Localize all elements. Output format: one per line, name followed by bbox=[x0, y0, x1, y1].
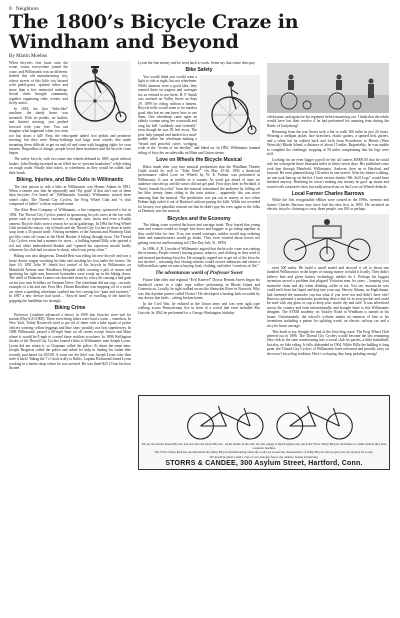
article-columns bbox=[9, 61, 391, 372]
subhead-biking-crime: Biking Crime bbox=[54, 305, 86, 312]
col3-paragraph: This leads to my thought the end of the bicycling craze. The Frog Wheel Club petered out in 1896. The Thread City Cyclers would become the last remaining bike club as the state transforming into a social club for parties, a little basketball, but alas, no bike riding. It fully disbanded in 1904. While Billy the bulldog is long gone, the Thread City Cyclers of Willimantic have reformed and proudly carry on the town’s bicycling tradition. Here’s to hoping they keep pedaling strong! bbox=[267, 329, 389, 356]
col1-paragraph: Professor Loudener advanced a theory in 1900 that bicycles were bad for morals (Day 6/21/1900). There even being riders were hard a water – somehow. In New York, Teddy Roosevelt tried to get rid of them with a bike squad of police officers wearing yellow leggings and blue caps- possibly our first superheroes. In 1896 Willimantic passed a 60-mph limit on all streets except Union and Main where it would be 8 mph to control these reckless scorchers. In 1896 Wellington Jacobs of the Thread City Cyclers loaned a bike to Willimantic man Joseph Lyons. Lyons did not return it, so Chapman called the police. At about the same time, Joseph Bergeron called the police and asked for help in finding his stolen bike recently purchased for $55.00. It turns out the thief was Joseph Lyons who then stole it back! Taking the 7 o’clock trolly to Baltic, Captain Richmond found Lyons working in a barber shop where he was arrested. He was fined $25.15 but his boss floated bbox=[9, 312, 131, 371]
subhead-bike-safety: Bike Safety bbox=[185, 67, 213, 74]
subhead-biking-injuries: Biking, Injuries, and Bike Cults in Willimantic bbox=[16, 177, 124, 184]
col2-paragraph: In the Civil War, he enlisted in the Union army and was seen tight rope walking across Pennsylvania Ave in front of a crowd that even included Abe Lincoln. In 1862 he performed for a George Washington birthday bbox=[138, 301, 260, 315]
col1-paragraph: In 1818, the first “bike-like” machine, the dandy horse, was invented. With no pedals, no brakes, and limited steering, you pushed forward with your feet. You can imagine what happened when you went too fast down a hill! Next, the velocipede added foot pedals and primitive steering, but they were Penny-farthings had large front wheels that made mounting them difficult to get on and off and came with bragging rights for your injuries. Regardless of danger, people loved these machines and the bicycle craze began. bbox=[9, 106, 131, 156]
col3-paragraph: Looking for an even bigger payoff he bet all comers $5000.00 that he could ride his velocipede three thousand miles in thirty-seven days. His published route took him through Plainfield, Willimantic, Andover, then on to Hartford, and beyond. He even planned doing 130 miles in one stretch. After his failure walking, no one took him up on the bet. I have serious doubts “Mr. Stiff Legs” would have finished anyway. Realizing he wasn’t making any money he gave up stunts and toured with a minstrel show but sadly missed out on the Love on Wheels debacle. bbox=[267, 157, 389, 189]
col1-paragraph: The first person to ride a bike in Willimantic was Homer Adams in 1881. When a farmer saw him he reportedly said “By gosh! If that ain’t one of them darn bicycles I’ve heard on” (Willimantic Journal). Willimantic started three wheel clubs: The Thread City Cyclers, the Frog Wheel Club and “a club composed of ladies” with no reported name. bbox=[9, 184, 131, 207]
col3-paragraph: even 500 miles. He build a small model and showed it off to about one hundred Willimantics in the hopes of raising money to build it locally. They didn’t believe him and given battery technology neither do I. Perhaps his biggest invention served a problem that plagued Victorian men for years – keeping your mustache clean and dry when drinking coffee or tea. You see, moustache wax could melt from hot liquid and drip into your cup. Harvey Adams, an Englishman, had invented the mustache cup but what if you were not and didn’t have one? Barrows patented a moustache protecting device that fit in your pocket and could be used with any glass or cup to keep your stache dry and safe! It was advertised across the country and even internationally and brought fame to this Willimantic designer. The STEM academy on Tackley Road in Windham is named in his honor. Unfortunately, the school’s website makes no mention of him or his inventions including a patent for splitting wood, an electric railway car and a tricycle horse carriage. bbox=[267, 265, 389, 328]
column-1 bbox=[9, 61, 131, 372]
penny-farthing-illustration bbox=[71, 61, 131, 131]
subhead-bicycles-economy: Bicycles and the Economy bbox=[167, 215, 231, 222]
col3-paragraph: Returning from the war Sweet took a bet to walk 100 miles in just 24 hours. Wearing a cardigan jacket, lace stretchers, elastic gaiters, a spotted belt, garters, and a white hat he walked back and forth from Providence to Phenix (West Warwick) Rhode Island, a distance of about 15 miles. Regrettably, he was unable to complete the challenge, stopping at 50 miles complaining that his legs were stiff. bbox=[267, 129, 389, 157]
ad-copy-1: All our records the fastest Bicycle, and now also the Sports Bicycle - all the marks on the safe. We will engage to match against any one in the Victor Safety Bicycle, and make no claims without they have a superior machine. bbox=[141, 442, 387, 450]
byline: By Martin Moebus bbox=[9, 54, 48, 59]
ad-copy-2: The Victor Safety Rick has revolutionized the Safety Bicycle manufacturing where the would yet exceed the characteristics of Safety Bicycle that we give you our apology for to-day. bbox=[154, 450, 374, 454]
col2-paragraph: Lyons the fine money and he went back to work. Some say that crime does pay. bbox=[138, 61, 256, 65]
col2-paragraph: Bikes made their way into musical productions that the Windham Theatre Guild would do well to “Take Note!” On May 25-26, 1892 a theatrical performance called Love on Wheels by W. E. Palmer was performed in Willimantic. It was as terrible as it sounds. As word got ahead of time, no audience showed up and the actors did not get paid. Four days later in Portland, it “booty female bicyclist” from the musical entertained the audience by falling off her bike twenty times riding to the train station – apparently this was more amusing than the musical. The production was put out in misery as two when Palmer high tailed it out of Hartford without paying the bills. While not recorded for history, two plausible reasons are that he didn’t pay his crew again or the folks of Danbury saw the musical. bbox=[138, 164, 260, 214]
ad-copy-3: We should be glad to send a copy of our catalogue free to any address. Seeing is believing. bbox=[209, 454, 319, 459]
col1-paragraph: Biking was also dangerous. Donald Best was riding his new bicycle and saw a horse drawn wagon wrecking his bike and crushing his foot under the horses. On June 10, 1891 John W. Smith lost control of his bicycle in Willimantic on Mansfield Avenue near Woodlawn Hospital while crossing a pile of stones and spraining his right arm. Innocent bystanders were swept up in the biking chaos. The child of Honorine Cramer was knocked down by a bicycle causing a bad gash on his face near Schillers on Vermont Drive. The wheelman did not stop – an early example of a hit and run. Poor Mrs. Hiram Hawkline was stepping off of a street car when a speeding wheelman crashed into her cursing her “pain and soreness.” In 1897 a new dresser had stood – “bicycle hand” or swelling of the hand by gripping the handlebar too strongly. bbox=[9, 254, 131, 303]
col3-paragraph: celebration, and again for his regiment before mustering out. I think that the rebels would have lost their resolve if he had performed his amazing feats during the Battle of Gettysburg! bbox=[267, 115, 389, 128]
col2-paragraph: In 1896, A. B. Lincoln of Willimantic argued that the bicycle craze was ruining the economy. People weren’t buying pianos, tobacco, and clothing as they used to and instead purchasing bicycles. He strangely argued not to get rid of the bicycles but alcohol – reasoning that closing saloons would restore industries and return a billion dollars spent on rum to buying food, clothing, and other “comforts of life.” bbox=[138, 246, 260, 269]
col2-paragraph: The biking craze worried the horse and carriage trade. They feared that young men and women would no longer hire horse and buggies to go riding together as they could bike for free. If no one rented carriages, stables would stop ordering them and manufacturers would go broke. They even worried about horses not getting exercise and becoming fat! (The Day July 31, 1895) bbox=[138, 222, 260, 245]
section-name: Neighbors bbox=[15, 6, 39, 12]
col3-paragraph: While the first recognizable eBikes were created in the 1990s, inventor and farmer Charles Barrows may have had the idea first in 1895. He invented an electric tricycle, claiming to carry three people, run 100 or perhaps bbox=[267, 198, 389, 212]
page-number: 8 bbox=[9, 6, 12, 12]
subhead-love-on-wheels: Love on Wheels the Bicycle Musical bbox=[156, 157, 242, 164]
column-3 bbox=[267, 61, 389, 372]
column-2 bbox=[138, 61, 260, 372]
ad-company-name: STORRS & CANDEE, 300 Asylum Street, Hartford, Conn. bbox=[165, 460, 363, 467]
col2-paragraph: Future bike rider and regional “Evil Knievel” Doctor Benoni Sweet began his daredevil career as a tight rope walker performing in Rhode Island and Connecticut. Locally, he tight walked across the Shetucket River in Norwich. Why was this daytime printer called Doctor? He developed a healing herb recorded by any doctor that heals – setting broken bones. bbox=[138, 278, 260, 301]
col1-paragraph: The safety bicycle, with two same size wheels debuted in 1885, again without brakes. John Dunlap invented an air filled tire to “prevent headaches” while riding on rough roads. Finally bike riders, or wheelmen, as they would be called, had their break. bbox=[9, 157, 131, 175]
wheelman-illustration bbox=[200, 75, 260, 141]
victorian-riders-photo bbox=[267, 63, 389, 113]
subhead-charles-barrows: Local Farmer Charles Barrows bbox=[291, 191, 365, 198]
subhead-professor-sweet: The adventurous world of Professor Sweet bbox=[155, 270, 243, 276]
headline: The 1800’s Bicycle Craze in Windham and Beyond bbox=[9, 11, 299, 53]
electric-tricycle-illustration bbox=[267, 214, 389, 264]
col1-paragraph: When bicycles first burst onto the scene, towns everywhere joined the craze, and Willimantic was no different. Indeed this old manufacturing city, whose streets of this little city buzzed with pedal-goers, spirited riders and more than a few memorial mishaps. Social clubs brought community together organizing rides, events, and lively antics. bbox=[9, 61, 68, 106]
col1-paragraph: The Alert Hose Company of Willimantic, a fire company, sponsored a fair in 1892. The Thread City Cyclers joined in sponsoring bicycle races at the fair with prizes such as typewriters, sweaters, a shotgun, suits, shoes and even a Kodak camera. Bicycle clubs were a reason for social gatherings. In 1894 the Frog Wheel Club invited the mayor, city officials and the Thread City Cyclers to share at turtle soup from a 35 pound turtle. Visiting members of the Ansonia and Winthrop Club got fifty cents off rooms at the Hotel Hooker if biking through town. The Thread City Cyclers even had a manner for races – a bulldog named Billy who sported a red and white embroidered blanket and “opened his capacious mouth loudly whenever his club had occasion to shout, which was pretty often.” bbox=[9, 208, 131, 253]
col2-paragraph: You would think you would want a light to ride at night, but not wheelmen. While lanterns were a good idea, they wanted them on wagons and carriages too so refused to use them. H. F. Smith was arrested on Valley Street on Sept 29, 1899 for riding without a lantern. Bicycle bells would seem to be another good idea but no one knew how to use them. One wheelman came upon an elderly woman using her crosswalk and rang his bell “suddenly and violently” even though he was 50 feet away. The poor lady jumped and landed in a mud-puddle while the wheelman making a “broad and graceful curve, swinging wide of the “victim of his deviltry” and biked on. In 1892, Willimantic banned riding of bicycles on sidewalks on Main and Union streets. bbox=[138, 74, 260, 155]
storrs-candee-advertisement bbox=[138, 395, 390, 470]
ad-bicycle-illustration bbox=[141, 398, 387, 442]
